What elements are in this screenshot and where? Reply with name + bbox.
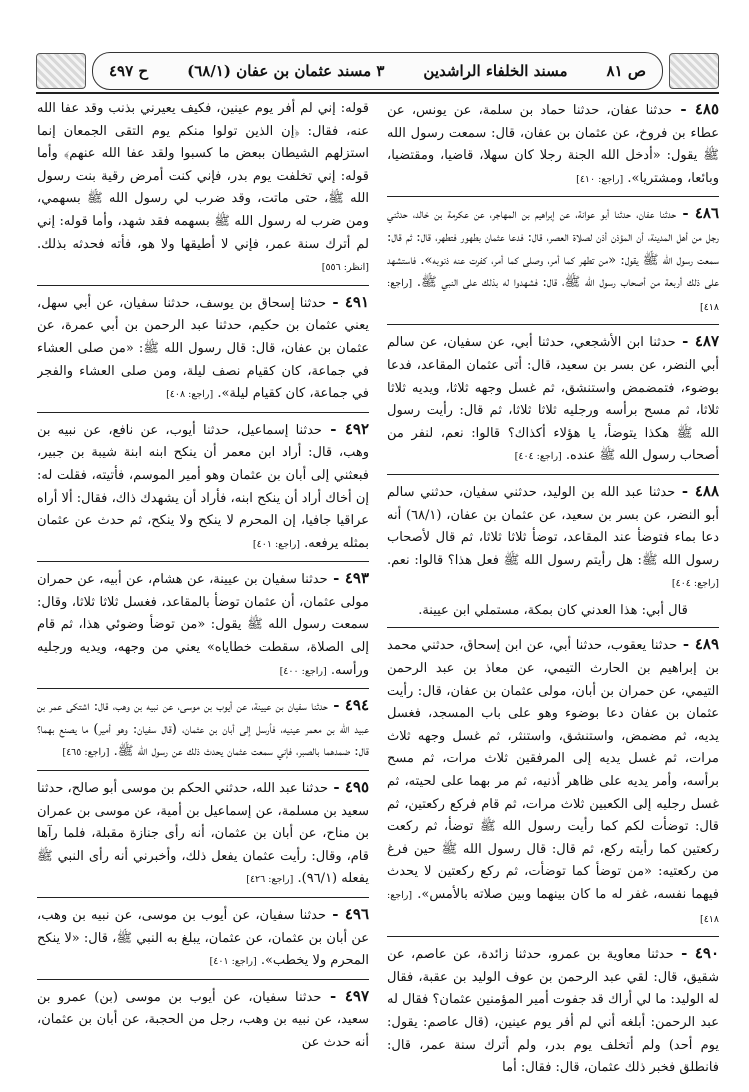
hadith-note: قال أبي: هذا العدني كان بمكة، مستملي ابن عيينة. <box>418 602 688 618</box>
hadith-entry <box>387 330 719 475</box>
hadith-text: حدثنا إسماعيل، حدثنا أيوب، عن نافع، عن نبيه بن وهب، قال: أراد ابن معمر أن ينكح ابنه ابنة شيبة بن جبير، فبعثني إلى أبان بن عثمان وهو أمير الموسم، فأتيته، فقلت له: إن أخاك أراد أن ينكح ابنه، فأراد أن يشهدك ذاك، فقال: ألا أراه عراقيا جافيا، إن المحرم لا ينكح ولا ينكح، ثم حدث عن عثمان بمثله يرفعه. <box>37 422 369 551</box>
hadith-entry <box>37 776 369 898</box>
right-column <box>387 98 719 1082</box>
cross-reference: [راجع: ٤٠١] <box>209 956 257 968</box>
hadith-text: حدثنا عفان، حدثنا حماد بن سلمة، عن يونس، عن عطاء بن فروخ، عن عثمان بن عفان، قال: سمعت رسول الله ﷺ يقول: «أدخل الله الجنة رجلا كان سهلا، قاضيا، ومقتضيا، وبائعا، ومشتريا». <box>387 103 719 186</box>
text-columns <box>36 98 719 1082</box>
hadith-entry <box>387 942 719 1082</box>
hadith-number: ٤٩٤ - <box>327 696 369 715</box>
hadith-number: ٤٨٥ - <box>672 100 719 118</box>
hadith-text: حدثنا سفيان، عن أيوب بن موسى، عن نبيه بن وهب، عن أبان بن عثمان، عن عثمان، يبلغ به النبي ﷺ، قال: «لا ينكح المحرم ولا يخطب». <box>37 908 369 969</box>
hadith-text: حدثنا عفان، حدثنا أبو عوانة، عن إبراهيم بن المهاجر، عن عكرمة بن خالد، حدثني رجل من أهل المدينة، أن المؤذن أذن لصلاة العصر، قال: فدعا عثمان بطهور فتطهر، قال: ثم قال: سمعت رسول الله ﷺ يقول: «من تطهر كما أمر، وصلى كما أمر، كفرت عنه ذنوبه». فاستشهد على ذلك أربعة من أصحاب رسول الله ﷺ، قال: فشهدوا له بذلك على النبي ﷺ. <box>387 207 719 291</box>
hadith-entry <box>387 633 719 937</box>
hadith-number: ٤٩٧ - <box>321 986 369 1005</box>
hadith-entry <box>37 567 369 689</box>
hadith-text: حدثنا سفيان، عن أيوب بن موسى (بن) عمرو بن سعيد، عن نبيه بن وهب، رجل من الحجبة، عن أبان بن عثمان، أنه حدث عن <box>37 989 369 1050</box>
hadith-number: ٤٨٨ - <box>675 481 719 500</box>
cross-reference: [راجع: ٤١٨] <box>387 890 719 925</box>
hadith-entry <box>37 903 369 980</box>
page-header <box>36 50 719 94</box>
cross-reference: [راجع: ٤٠٤] <box>671 578 719 590</box>
hadith-text: حدثنا سفيان بن عيينة، عن هشام، عن أبيه، عن حمران مولى عثمان، أن عثمان توضأ بالمقاعد، فغسل ثلاثا ثلاثا، وقال: سمعت رسول الله ﷺ يقول: «من توضأ وضوئي هذا، ثم قام إلى الصلاة، سقطت خطاياه» يعني من وجهه، ويديه ورجليه ورأسه. <box>37 572 369 678</box>
left-column <box>37 98 369 1082</box>
page-number: ص ٨١ <box>606 62 646 80</box>
header-band <box>92 52 663 90</box>
hadith-range: ح ٤٩٧ <box>109 62 149 80</box>
hadith-entry <box>37 694 369 771</box>
hadith-text: حدثنا يعقوب، حدثنا أبي، عن ابن إسحاق، حدثني محمد بن إبراهيم بن الحارث التيمي، عن معاذ بن عبد الرحمن التيمي، عن حمران بن أبان، مولى عثمان بن عفان، قال: رأيت عثمان بن عفان دعا بوضوء وهو على باب المسجد، فغسل يديه، ثم مضمض، واستنشق، واستنثر، ثم غسل وجهه ثلاث مرات، ثم غسل يديه إلى المرفقين ثلاث مرات، ثم مسح برأسه، وأمر يديه على ظاهر أذنيه، ثم مر بهما على لحيته، ثم غسل رجليه إلى الكعبين ثلاث مرات، ثم قام فركع ركعتين، ثم قال: توضأت لكم كما رأيت رسول الله ﷺ توضأ، ثم ركعت ركعتين كما رأيته ركع، ثم قال: قال رسول الله ﷺ حين فرغ من ركعتيه: «من توضأ كما توضأت، ثم ركع ركعتين لا يحدث فيهما نفسه، غفر له ما كان بينهما وبين صلاته بالأمس». <box>387 638 719 902</box>
hadith-number: ٤٨٩ - <box>677 635 719 654</box>
hadith-number: ٤٩٠ - <box>673 944 719 963</box>
hadith-number: ٤٩٥ - <box>328 778 369 797</box>
hadith-entry <box>37 418 369 563</box>
ornament-icon <box>669 53 719 89</box>
hadith-entry <box>37 98 369 286</box>
hadith-entry <box>37 985 369 1060</box>
hadith-text: قوله: إني لم أفر يوم عينين، فكيف يعيرني بذنب وقد عفا الله عنه، فقال: ﴿إن الذين تولوا منكم يوم التقى الجمعان إنما استزلهم الشيطان ببعض ما كسبوا ولقد عفا الله عنهم﴾ وأما قوله: إني تخلفت يوم بدر، فإني كنت أمرض رقية بنت رسول الله ﷺ، حتى ماتت، وقد ضرب لي رسول الله ﷺ بسهمي، ومن ضرب له رسول الله ﷺ بسهمه فقد شهد، وأما قوله: إني لم أترك سنة عمر، فإني لا أطيقها ولا هو، فأته فحدثه بذلك. <box>37 101 369 252</box>
hadith-number: ٤٨٦ - <box>676 204 719 223</box>
hadith-text: حدثنا عبد الله، حدثني الحكم بن موسى أبو صالح، حدثنا سعيد بن مسلمة، عن إسماعيل بن أمية، عن موسى بن عمران بن مناح، عن أبان بن عثمان، أنه رأى جنازة مقبلة، فلما رآها قام، وقال: رأيت عثمان يفعل ذلك، وأخبرني أنه رأى النبي ﷺ يفعله (٩٦/١). <box>37 781 369 887</box>
cross-reference: [انظر: ٥٥٦] <box>321 262 369 274</box>
hadith-text: حدثنا سفيان بن عيينة، عن أيوب بن موسى، عن نبيه بن وهب، قال: اشتكى عمر بن عبيد الله بن معمر عينيه، فأرسل إلى أبان بن عثمان، (قال سفيان: وهو أمير) ما يصنع بهما؟ قال: ضمدهما بالصبر، فإني سمعت عثمان يحدث ذلك عن رسول الله ﷺ. <box>37 699 369 760</box>
hadith-entry <box>387 98 719 197</box>
cross-reference: [راجع: ٤٦٥] <box>62 747 110 759</box>
cross-reference: [راجع: ٤٠٨] <box>166 389 214 401</box>
hadith-text: حدثنا إسحاق بن يوسف، حدثنا سفيان، عن أبي سهل، يعني عثمان بن حكيم، حدثنا عبد الرحمن بن أبي عمرة، عن عثمان بن عفان، قال: قال رسول الله ﷺ: «من صلى العشاء في جماعة، كان كقيام نصف ليلة، ومن صلى العشاء والفجر في جماعة، كان كقيام ليلة». <box>37 295 369 402</box>
hadith-text: حدثنا عبد الله بن الوليد، حدثني سفيان، حدثني سالم أبو النضر، عن بسر بن سعيد، عن عثمان بن عفان، (٦٨/١) أنه دعا بماء فتوضأ عند المقاعد، توضأ ثلاثا ثلاثا، ثم قال لأصحاب رسول الله ﷺ: هل رأيتم رسول الله ﷺ فعل هذا؟ قالوا: نعم. <box>387 484 719 568</box>
book-title: مسند الخلفاء الراشدين <box>423 62 568 80</box>
hadith-number: ٤٩٣ - <box>327 569 369 588</box>
hadith-entry <box>387 202 719 325</box>
ornament-icon <box>36 53 86 89</box>
hadith-entry <box>37 291 369 413</box>
hadith-entry <box>387 480 719 629</box>
cross-reference: [راجع: ٤٠٠] <box>279 665 327 677</box>
hadith-text: حدثنا معاوية بن عمرو، حدثنا زائدة، عن عاصم، عن شقيق، قال: لقي عبد الرحمن بن عوف الوليد بن عقبة، فقال له الوليد: ما لي أراك قد جفوت أمير المؤمنين عثمان؟ فقال له عبد الرحمن: أبلغه أني لم أفر يوم عينين، (قال عاصم: يقول: يوم أحد) ولم أتخلف يوم بدر، ولم أترك سنة عمر، قال: فانطلق فخبر ذلك عثمان، قال: فقال: أما <box>387 947 719 1076</box>
hadith-number: ٤٩٦ - <box>326 905 369 923</box>
hadith-text: حدثنا ابن الأشجعي، حدثنا أبي، عن سفيان، عن سالم أبي النضر، عن بسر بن سعيد، قال: أتى عثمان المقاعد، فدعا بوضوء، فتمضمض واستنشق، ثم غسل وجهه ثلاثا، ويديه ثلاثا ثلاثا، ثم مسح برأسه ورجليه ثلاثا ثلاثا، ثم قال: رأيت رسول الله ﷺ هكذا يتوضأ، يا هؤلاء أكذاك؟ قالوا: نعم، لنفر من أصحاب رسول الله ﷺ عنده. <box>387 335 719 464</box>
cross-reference: [راجع: ٤٠١] <box>252 538 301 550</box>
hadith-number: ٤٨٧ - <box>675 332 719 351</box>
cross-reference: [راجع: ٤١٠] <box>576 173 624 185</box>
hadith-number: ٤٩١ - <box>326 292 369 311</box>
hadith-number: ٤٩٢ - <box>321 419 369 438</box>
section-title: ٣ مسند عثمان بن عفان (٦٨/١) <box>187 62 385 80</box>
cross-reference: [راجع: ٤١٨] <box>387 278 719 313</box>
cross-reference: [راجع: ٤٠٤] <box>514 451 562 463</box>
cross-reference: [راجع: ٤٢٦] <box>246 874 294 886</box>
